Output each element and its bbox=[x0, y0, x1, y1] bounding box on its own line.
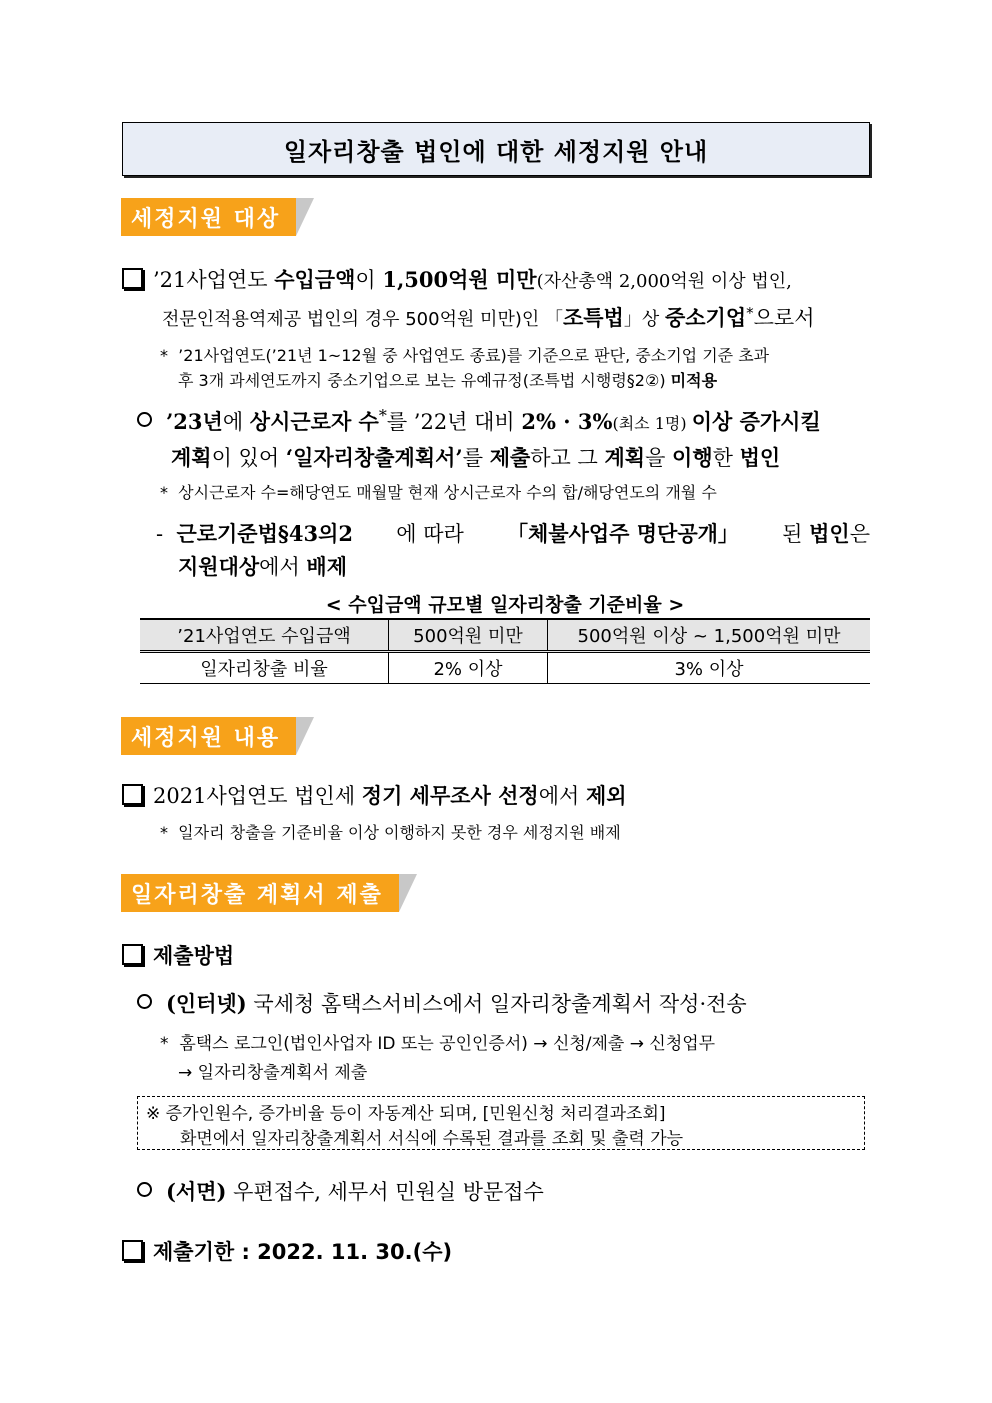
checkbox-square-icon bbox=[122, 944, 143, 965]
target-dash-line-2: 지원대상에서 배제 bbox=[178, 554, 347, 579]
circle-bullet-icon bbox=[137, 412, 152, 427]
asterisk-mark: * bbox=[160, 346, 179, 365]
target-note-1-cont: 후 3개 과세연도까지 중소기업으로 보는 유예규정(조특법 시행령§2②) 미적용 bbox=[178, 371, 718, 390]
target-dash-line-1: - 근로기준법§43의2 에 따라 「체불사업주 명단공개」 된 법인은 bbox=[156, 521, 870, 546]
table-cell: 3% 이상 bbox=[548, 652, 871, 684]
section-content-label: 세정지원 내용 bbox=[121, 717, 296, 755]
table-cell: 2% 이상 bbox=[389, 652, 548, 684]
target-line-2: 전문인적용역제공 법인의 경우 500억원 미만)인 「조특법」상 중소기업*으로서 bbox=[162, 304, 815, 330]
plan-method-heading: 제출방법 bbox=[122, 940, 234, 970]
checkbox-square-icon bbox=[122, 1240, 143, 1261]
asterisk-mark: * bbox=[160, 1034, 180, 1054]
circle-bullet-icon bbox=[137, 994, 152, 1009]
target-note-1: * ’21사업연도(’21년 1~12월 중 사업연도 종료)를 기준으로 판단, 중소기업 기준 초과 bbox=[160, 346, 770, 365]
table-header-row bbox=[140, 619, 870, 652]
content-line-1: 2021사업연도 법인세 정기 세무조사 선정에서 제외 bbox=[122, 780, 627, 810]
section-tag-tail bbox=[296, 198, 314, 236]
plan-note-1: * 홈택스 로그인(법인사업자 ID 또는 공인인증서) → 신청/제출 → 신청업무 bbox=[160, 1034, 716, 1054]
circle-bullet-icon bbox=[137, 1182, 152, 1197]
section-tag-tail bbox=[399, 874, 417, 912]
dash-bullet: - bbox=[156, 522, 177, 546]
section-tag-tail bbox=[296, 717, 314, 755]
notice-box-line-1: ※ 증가인원수, 증가비율 등이 자동계산 되며, [민원신청 처리결과조회] bbox=[146, 1104, 666, 1124]
table-header-cell: 500억원 미만 bbox=[389, 619, 548, 652]
table-cell: 일자리창출 비율 bbox=[140, 652, 389, 684]
section-target-header bbox=[121, 198, 314, 236]
checkbox-square-icon bbox=[122, 268, 143, 289]
target-circle-line-1: ’23년에 상시근로자 수*를 ’22년 대비 2% · 3%(최소 1명) 이상 증가시킬 bbox=[137, 406, 821, 436]
checkbox-square-icon bbox=[122, 784, 143, 805]
table-header-cell: ’21사업연도 수입금액 bbox=[140, 619, 389, 652]
section-plan-label: 일자리창출 계획서 제출 bbox=[121, 874, 399, 912]
page-title-text: 일자리창출 법인에 대한 세정지원 안내 bbox=[283, 137, 709, 166]
section-plan-header bbox=[121, 874, 417, 912]
plan-paper-line: (서면) 우편접수, 세무서 민원실 방문접수 bbox=[137, 1176, 544, 1206]
content-note-1: * 일자리 창출을 기준비율 이상 이행하지 못한 경우 세정지원 배제 bbox=[160, 823, 621, 842]
table-header-cell: 500억원 이상 ~ 1,500억원 미만 bbox=[548, 619, 871, 652]
ratio-table bbox=[140, 618, 870, 684]
notice-box bbox=[137, 1096, 865, 1150]
notice-box-line-2: 화면에서 일자리창출계획서 서식에 수록된 결과를 조회 및 출력 가능 bbox=[180, 1129, 684, 1149]
table-row bbox=[140, 652, 870, 684]
target-circle-line-2: 계획이 있어 ‘일자리창출계획서’를 제출하고 그 계획을 이행한 법인 bbox=[171, 445, 781, 470]
table-caption: < 수입금액 규모별 일자리창출 기준비율 > bbox=[325, 594, 685, 616]
asterisk-mark: * bbox=[160, 823, 179, 842]
plan-internet-line: (인터넷) 국세청 홈택스서비스에서 일자리창출계획서 작성·전송 bbox=[137, 988, 747, 1018]
section-content-header bbox=[121, 717, 314, 755]
plan-deadline: 제출기한 : 2022. 11. 30.(수) bbox=[122, 1236, 452, 1266]
section-target-label: 세정지원 대상 bbox=[121, 198, 296, 236]
target-note-2: * 상시근로자 수=해당연도 매월말 현재 상시근로자 수의 합/해당연도의 개월 수 bbox=[160, 483, 717, 502]
page-title bbox=[122, 122, 870, 176]
target-line-1: ’21사업연도 수입금액이 1,500억원 미만(자산총액 2,000억원 이상 법인, bbox=[122, 264, 792, 294]
asterisk-mark: * bbox=[160, 483, 179, 502]
plan-note-1-cont: → 일자리창출계획서 제출 bbox=[178, 1063, 368, 1083]
